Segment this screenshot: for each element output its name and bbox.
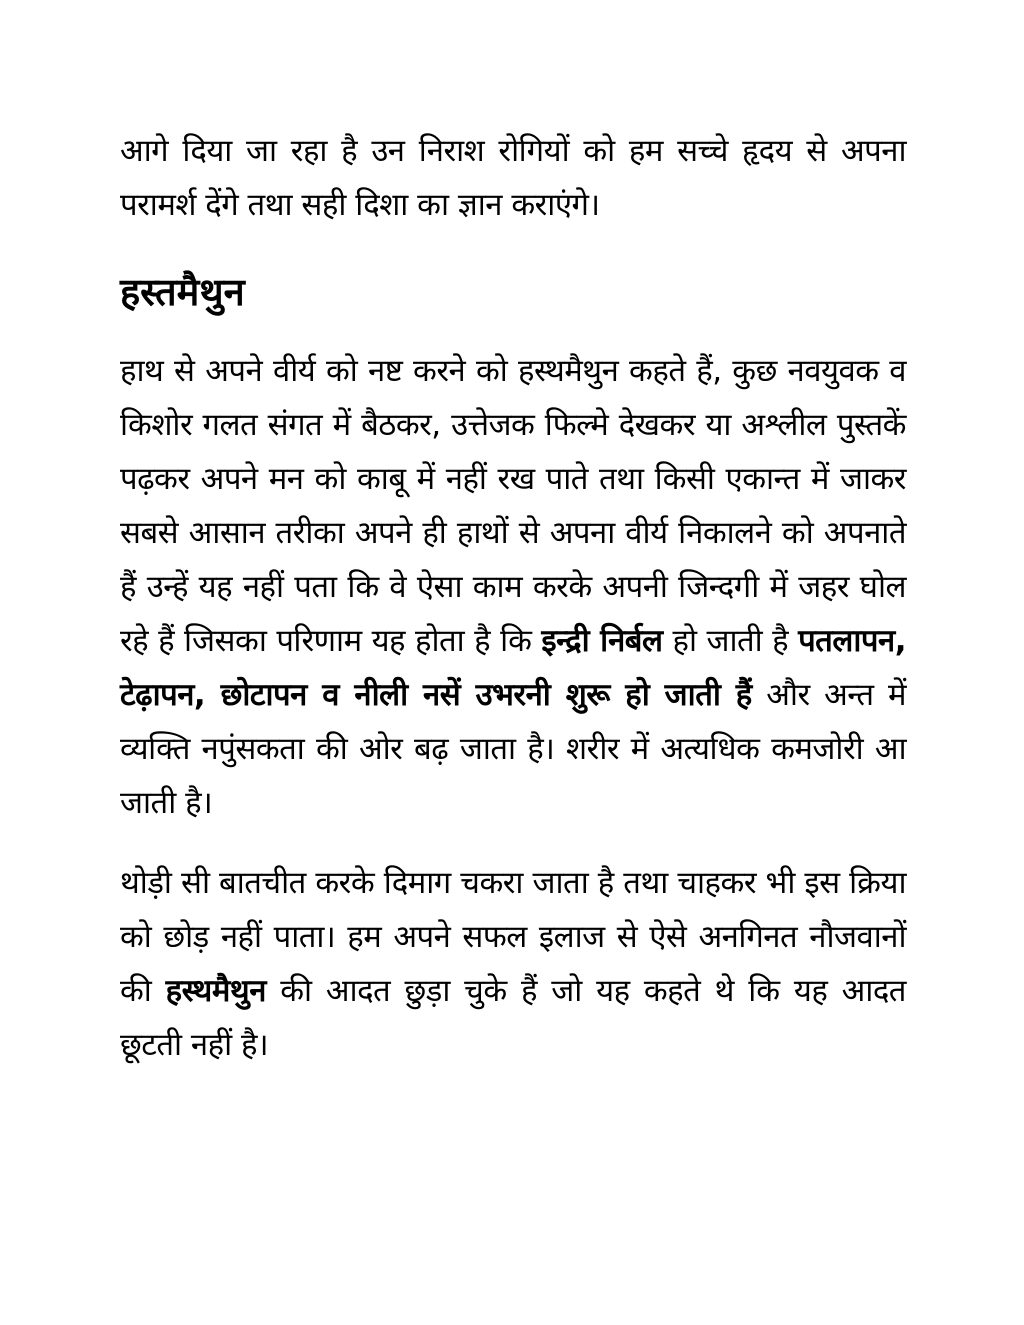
paragraph-1-text-c: और अन्त में व्यक्ति नपुंसकता की ओर बढ़ जाता है। शरीर में अत्यधिक कमजोरी आ जाती है। [120,677,906,821]
paragraph-1-text-a: हाथ से अपने वीर्य को नष्ट करने को हस्थमैथुन कहते हैं, कुछ नवयुवक व किशोर गलत संगत में बैठकर, उत्तेजक फिल्मे देखकर या अश्लील पुस्तकें पढ़कर अपने मन को काबू में नहीं रख पाते तथा किसी एकान्त में जाकर सबसे आसान तरीका अपने ही हाथों से अपना वीर्य निकालने को अपनाते हैं उन्हें यह नहीं पता कि वे ऐसा काम करके अपनी जिन्दगी में जहर घोल रहे हैं जिसका परिणाम यह होता है कि [120,353,906,659]
paragraph-2-bold-a: हस्थमैथुन [165,973,266,1009]
paragraph-2-text-a: थोड़ी सी बातचीत करके दिमाग चकरा जाता है तथा चाहकर भी इस क्रिया को छोड़ नहीं पाता। हम अपने सफल इलाज से ऐसे अनगिनत नौजवानों की [120,865,906,1009]
section-heading: हस्तमैथुन [120,270,245,314]
document-page [120,124,906,1072]
intro-paragraph: आगे दिया जा रहा है उन निराश रोगियों को हम सच्चे हृदय से अपना परामर्श देंगे तथा सही दिशा का ज्ञान कराएंगे। [120,133,906,223]
body-paragraph-1 [120,344,906,830]
paragraph-1-text-b: हो जाती है [662,623,799,659]
paragraph-1-bold-b: पतलापन, टेढ़ापन, छोटापन व नीली नसें उभरनी शुरू हो जाती हैं [120,623,906,713]
paragraph-1-bold-a: इन्द्री निर्बल [541,623,663,659]
paragraph-2-text-b: की आदत छुड़ा चुके हैं जो यह कहते थे कि यह आदत छूटती नहीं है। [120,973,906,1063]
body-paragraph-2 [120,856,906,1072]
